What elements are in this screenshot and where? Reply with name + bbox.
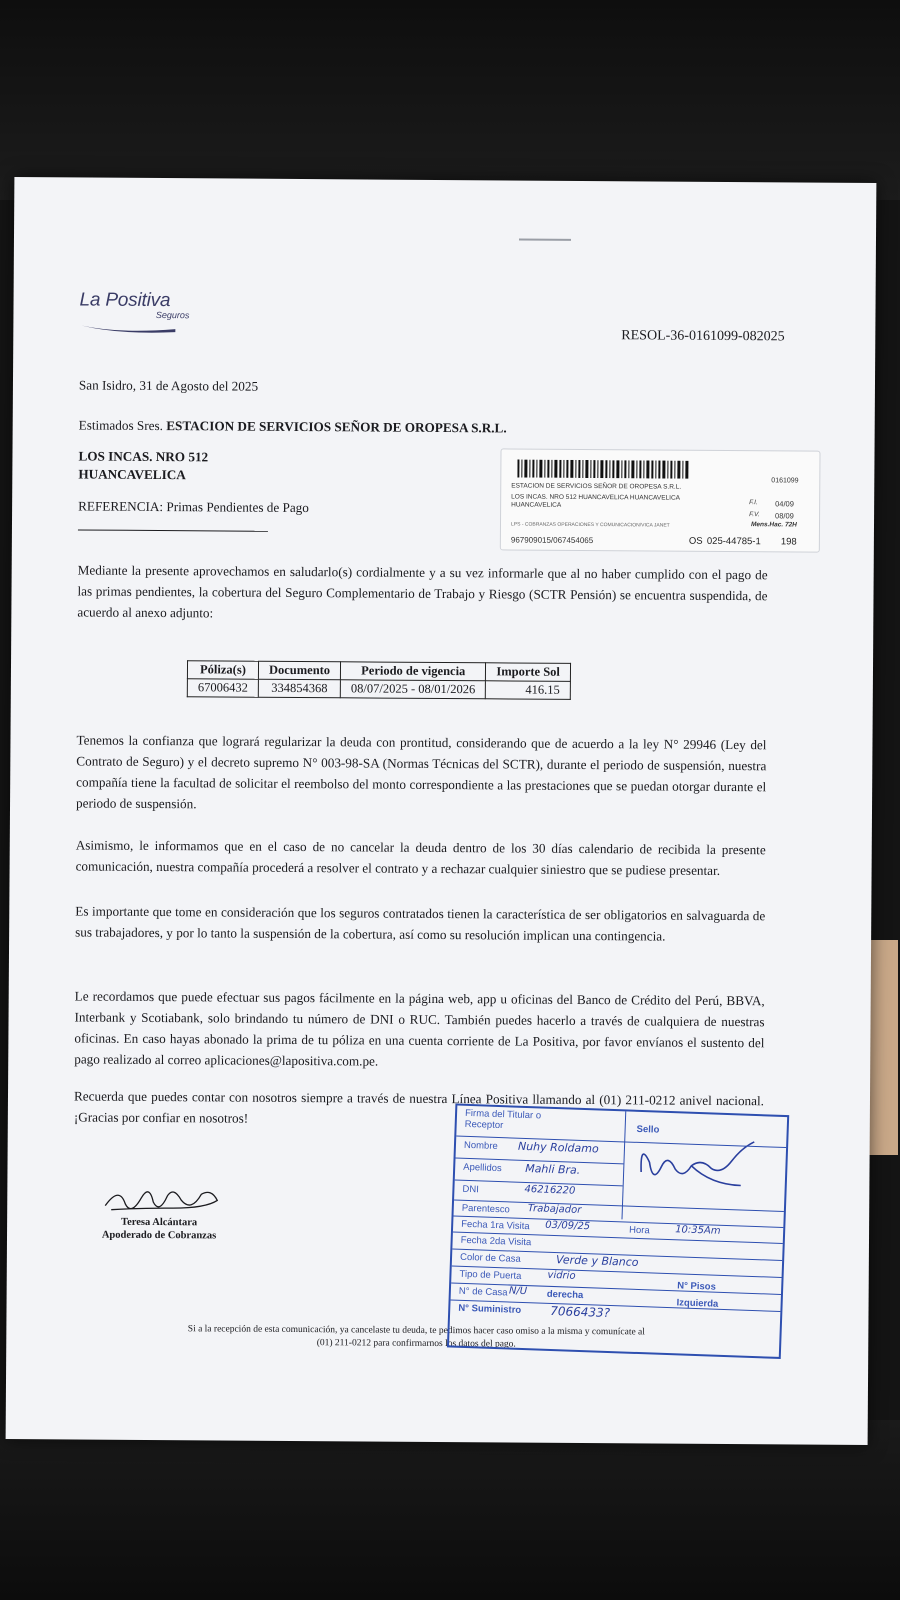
paragraph-3: Asimismo, le informamos que en el caso de no cancelar la deuda dentro de los 30 días calendario de recibida la presente comunicación, nuestra compañía procederá a resolver el contrato y a rechazar cualquier siniestro que se pudiese presentar. [75,837,766,878]
company-name: ESTACION DE SERVICIOS SEÑOR DE OROPESA S.R.L. [166,418,507,436]
header-poliza: Póliza(s) [187,661,258,679]
signer [89,1216,229,1243]
label-fv-label: F.V. [749,511,760,519]
stamp-izquierda-label: Izquierda [676,1297,719,1310]
policy-table [187,660,571,700]
logo-swoosh-icon [79,324,177,333]
cell-poliza: 67006432 [187,679,258,697]
reference-text: Primas Pendientes de Pago [166,499,309,516]
paragraph-6: Recuerda que puedes contar con nosotros siempre a través de nuestra Línea Positiva llamando al (01) 211-0212 anivel nacional. ¡Gracias por confiar en nosotros! [73,1088,765,1126]
stamp-sello-label: Sello [636,1123,660,1136]
table-row [187,679,570,700]
stamp-casa-value: N/U [508,1285,528,1298]
stamp-puerta-label: Tipo de Puerta [459,1268,522,1282]
address-line-2: HUANCAVELICA [78,466,186,483]
logo-name: La Positiva [79,289,171,312]
label-address: LOS INCAS. NRO 512 HUANCAVELICA HUANCAVELICA HUANCAVELICA [511,493,680,509]
stamp-suministro-value: 7066433? [550,1303,611,1321]
paragraph-2: Tenemos la confianza que logrará regularizar la deuda con prontitud, considerando que de acuerdo a la ley N° 29946 (Ley del Contrato de Seguro) y el decreto supremo N° 003-98-SA (Normas Técnicas del SCTR), durante el periodo de suspensión, nuestra compañía tiene la facultad de solicitar el reembolso del monto correspondiente a las prestaciones que se puedan otorgar durante el periodo de suspensión. [75,732,767,812]
reference-underline [78,529,268,531]
stamp-color-value: Verde y Blanco [555,1253,639,1269]
logo-sub: Seguros [155,309,190,321]
paragraph-5: Le recordamos que puede efectuar sus pagos fácilmente en la página web, app u oficinas del Banco de Crédito del Perú, BBVA, Interbank y Scotiabank, solo brindando tu número de DNI o RUC. También puedes hacerlo a través de cualquiera de nuestras oficinas. En caso hayas abonado la prima de tu póliza en una cuenta corriente de La Positiva, por favor envíanos el sustento del pago realizado al correo aplicaciones@lapositiva.com.pe. [74,988,765,1069]
stamp-apellidos-label: Apellidos [463,1161,502,1175]
footer-line-2: (01) 211-0212 para confirmarnos los datos del pago. [316,1338,516,1350]
stamp-nombre-value: Nuhy Roldamo [517,1139,599,1156]
label-recipient: ESTACION DE SERVICIOS SEÑOR DE OROPESA S.R.L. [511,482,682,491]
barcode-icon [517,460,689,479]
la-positiva-logo [79,289,189,338]
delivery-stamp [447,1103,789,1359]
stamp-casa-label: N° de Casa [458,1285,508,1299]
background-top [0,0,900,200]
staple-mark [519,229,571,241]
header-documento: Documento [258,661,340,680]
label-fi-value: 04/09 [775,499,794,509]
greeting-prefix: Estimados Sres. [78,417,164,434]
label-code: 0161099 [771,477,799,485]
label-mens: Mens.Hac. 72H [750,521,797,529]
stamp-fecha1-label: Fecha 1ra Visita [461,1218,530,1233]
header-periodo: Periodo de vigencia [341,662,486,681]
stamp-pisos-label: N° Pisos [677,1280,717,1293]
signature-icon [101,1178,221,1219]
header-importe: Importe Sol [486,663,571,682]
stamp-parentesco-value: Trabajador [527,1203,582,1216]
date-line: San Isidro, 31 de Agosto del 2025 [78,377,259,394]
label-fv-value: 08/09 [775,511,794,521]
stamp-hora-value: 10:35Am [674,1224,721,1237]
stamp-suministro-label: N° Suministro [458,1302,522,1316]
cell-documento: 334854368 [258,679,340,698]
stamp-dni-label: DNI [462,1183,479,1196]
address-block [78,447,208,484]
shipping-label [500,448,821,552]
letter-sheet [6,177,877,1445]
cell-importe: 416.15 [486,681,571,700]
signer-name: Teresa Alcántara [121,1216,198,1229]
cell-periodo: 08/07/2025 - 08/01/2026 [340,680,485,699]
stamp-derecha-label: derecha [546,1288,584,1302]
label-fi-label: F.I. [749,499,758,507]
label-os-label: OS [688,535,703,547]
stamp-divider [621,1111,626,1219]
paragraph-4: Es importante que tome en consideración que los seguros contratados tienen la característica de ser obligatorios en salvaguarda de sus trabajadores, y por lo tanto la suspensión de la cobertura, así como su resolución implican una contingencia. [75,903,766,944]
stamp-fecha1-value: 03/09/25 [545,1219,591,1233]
resolution-code: RESOL-36-0161099-082025 [621,328,785,345]
greeting [79,414,507,438]
stamp-firma-label: Firma del Titular o Receptor [464,1107,542,1132]
signer-title: Apoderado de Cobranzas [101,1229,217,1242]
footer-line-1: Si a la recepción de esta comunicación, ya cancelaste tu deuda, te pedimos hacer caso omiso a la misma y comunícate al [187,1324,645,1338]
reference [78,495,309,518]
background-bottom [0,1420,900,1600]
stamp-color-label: Color de Casa [459,1251,521,1265]
label-os-value: 025-44785-1 [706,535,761,548]
label-dept: LPS - COBRANZAS OPERACIONES Y COMUNICACION/VICA JANET [510,521,670,529]
stamp-fecha2-label: Fecha 2da Visita [460,1234,532,1249]
stamp-hora-label: Hora [628,1224,650,1237]
label-phones: 967909015/067454065 [510,535,594,546]
label-os-num: 198 [780,536,797,548]
paragraph-1: Mediante la presente aprovechamos en saludarlo(s) cordialmente y a su vez informarle que al no haber cumplido con el pago de las primas pendientes, la cobertura del Seguro Complementario de Trabajo y Riesgo (SCTR Pensión) se encuentra suspendida, de acuerdo al anexo adjunto: [77,562,768,621]
reference-label: REFERENCIA: [78,498,164,515]
address-line-1: LOS INCAS. NRO 512 [78,448,209,465]
stamp-dni-value: 46216220 [524,1183,576,1197]
stamp-apellidos-value: Mahli Bra. [524,1161,581,1177]
stamp-nombre-label: Nombre [463,1139,498,1152]
stamp-puerta-value: vidrio [547,1269,576,1282]
stamp-parentesco-label: Parentesco [461,1202,511,1216]
